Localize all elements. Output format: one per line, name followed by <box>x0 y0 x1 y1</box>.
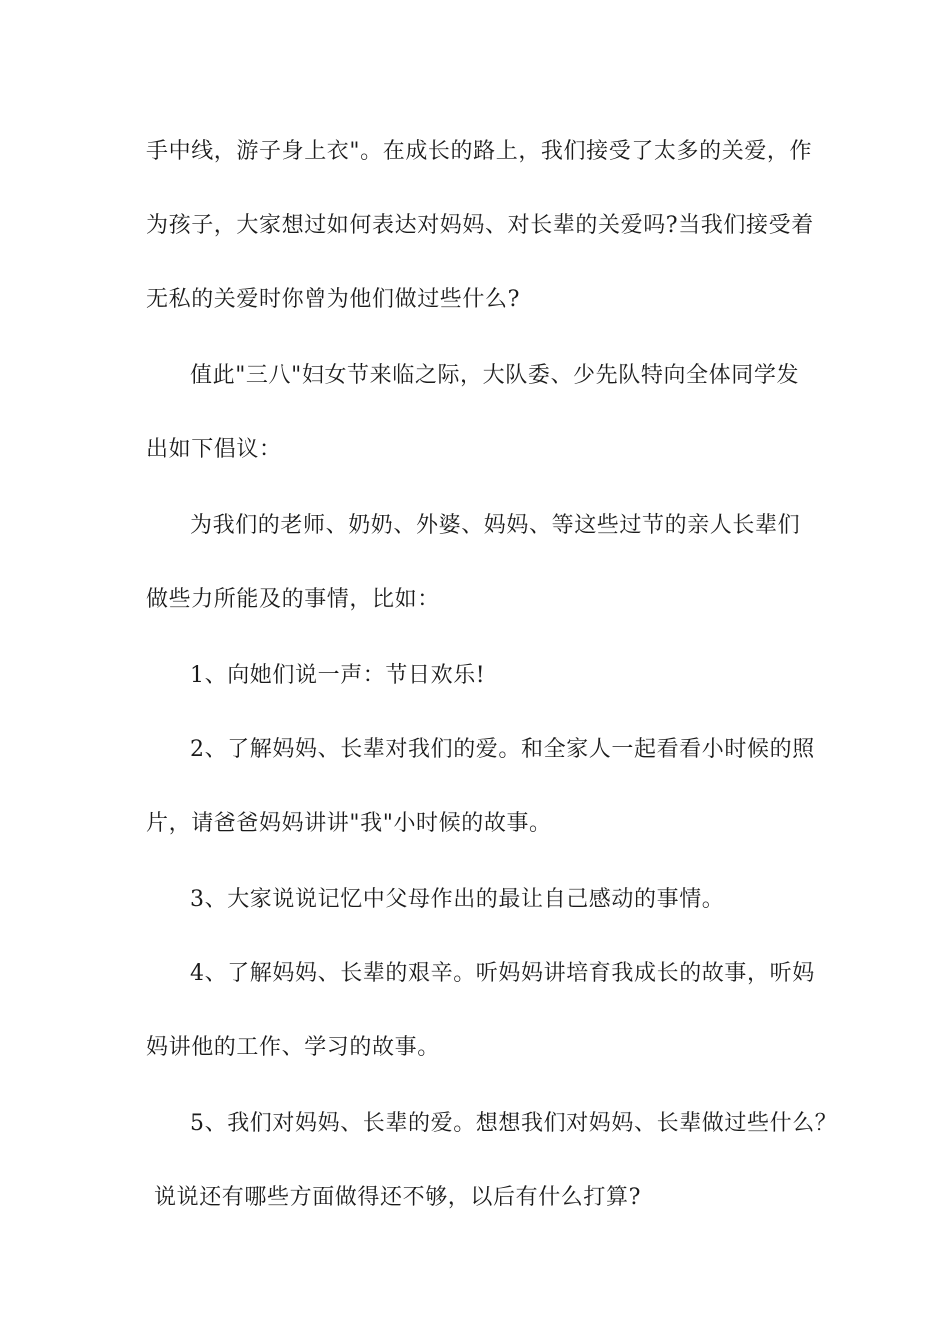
list-item: 2、了解妈妈、长辈对我们的爱。和全家人一起看看小时候的照 <box>190 737 815 762</box>
text-line: 无私的关爱时你曾为他们做过些什么? <box>146 287 520 312</box>
list-item: 3、大家说说记忆中父母作出的最让自己感动的事情。 <box>190 887 725 912</box>
text-line: 做些力所能及的事情，比如： <box>146 587 440 612</box>
text-line: 为孩子，大家想过如何表达对妈妈、对长辈的关爱吗?当我们接受着 <box>146 213 814 238</box>
text-line: 出如下倡议： <box>146 437 282 462</box>
list-item: 4、了解妈妈、长辈的艰辛。听妈妈讲培育我成长的故事，听妈 <box>190 961 815 986</box>
text-line: 手中线，游子身上衣"。在成长的路上，我们接受了太多的关爱，作 <box>146 139 813 164</box>
paragraph-first-line: 值此"三八"妇女节来临之际，大队委、少先队特向全体同学发 <box>190 363 800 388</box>
paragraph-first-line: 为我们的老师、奶奶、外婆、妈妈、等这些过节的亲人长辈们 <box>190 513 801 538</box>
text-line: 说说还有哪些方面做得还不够，以后有什么打算? <box>154 1185 641 1210</box>
text-line: 妈讲他的工作、学习的故事。 <box>146 1035 440 1060</box>
text-line: 片，请爸爸妈妈讲讲"我"小时候的故事。 <box>146 811 552 836</box>
list-item: 5、我们对妈妈、长辈的爱。想想我们对妈妈、长辈做过些什么？ <box>190 1111 838 1136</box>
list-item: 1、向她们说一声：节日欢乐! <box>190 663 486 688</box>
